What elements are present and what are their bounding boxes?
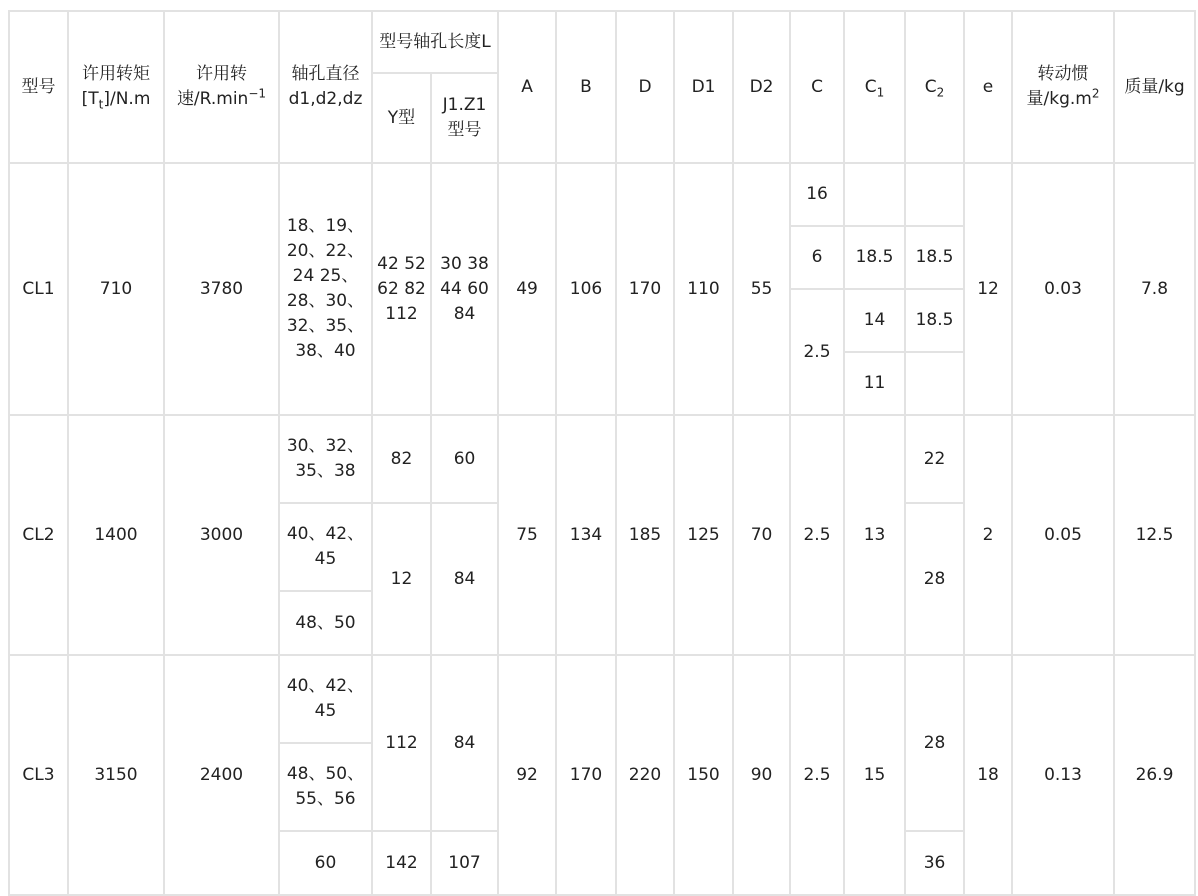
- cell-c2-empty: [905, 163, 964, 226]
- cell-c2: 36: [905, 831, 964, 895]
- cell-d2: 70: [733, 415, 790, 655]
- header-bore-length: 型号轴孔长度L: [372, 11, 498, 73]
- cell-bore: 40、42、45: [279, 503, 372, 591]
- cell-bore: 18、19、 20、22、 24 25、 28、30、 32、35、 38、40: [279, 163, 372, 415]
- cell-y-length: 112: [372, 655, 431, 831]
- cell-bore: 48、50: [279, 591, 372, 655]
- cell-d2: 90: [733, 655, 790, 895]
- cell-c2: 28: [905, 503, 964, 655]
- cell-a: 92: [498, 655, 556, 895]
- cell-torque: 1400: [68, 415, 164, 655]
- header-bore-diameter: 轴孔直径 d1,d2,dz: [279, 11, 372, 163]
- cell-d2: 55: [733, 163, 790, 415]
- cell-j1-length: 60: [431, 415, 498, 503]
- cell-model: CL2: [9, 415, 68, 655]
- cell-d1: 110: [674, 163, 733, 415]
- header-row: [9, 11, 1195, 73]
- header-c: C: [790, 11, 844, 163]
- cell-d1: 150: [674, 655, 733, 895]
- header-speed: 许用转 速$/R.\min^{-1}$: [164, 11, 279, 163]
- cell-inertia: 0.13: [1012, 655, 1114, 895]
- cell-j1-length: 84: [431, 655, 498, 831]
- cell-y-length: 142: [372, 831, 431, 895]
- table-row: [9, 655, 1195, 743]
- cell-e: 12: [964, 163, 1012, 415]
- cell-c: 6: [790, 226, 844, 289]
- header-d1: D1: [674, 11, 733, 163]
- cell-c: 2.5: [790, 655, 844, 895]
- cell-c: 2.5: [790, 289, 844, 415]
- cell-torque: 3150: [68, 655, 164, 895]
- cell-c1-empty: [844, 163, 905, 226]
- header-mass: 质量/kg: [1114, 11, 1195, 163]
- cell-c: 2.5: [790, 415, 844, 655]
- cell-speed: 2400: [164, 655, 279, 895]
- cell-mass: 12.5: [1114, 415, 1195, 655]
- cell-c2: 18.5: [905, 226, 964, 289]
- table-row: [9, 163, 1195, 226]
- cell-mass: 26.9: [1114, 655, 1195, 895]
- header-b: B: [556, 11, 616, 163]
- cell-e: 18: [964, 655, 1012, 895]
- header-d: D: [616, 11, 674, 163]
- cell-bore: 30、32、35、38: [279, 415, 372, 503]
- cell-bore: 60: [279, 831, 372, 895]
- cell-c1: 13: [844, 415, 905, 655]
- table-row: [9, 415, 1195, 503]
- cell-b: 170: [556, 655, 616, 895]
- header-c1: $C_1$: [844, 11, 905, 163]
- cell-c2: 22: [905, 415, 964, 503]
- header-inertia: 转动惯 量$/kg.m^2$: [1012, 11, 1114, 163]
- cell-bore: 48、50、55、56: [279, 743, 372, 831]
- header-e: e: [964, 11, 1012, 163]
- cell-bore: 40、42、45: [279, 655, 372, 743]
- cell-c2-empty: [905, 352, 964, 415]
- cell-c: 16: [790, 163, 844, 226]
- cell-model: CL3: [9, 655, 68, 895]
- cell-d: 220: [616, 655, 674, 895]
- cell-a: 75: [498, 415, 556, 655]
- cell-c1: 14: [844, 289, 905, 352]
- cell-j1-length: 30 38 44 60 84: [431, 163, 498, 415]
- coupling-spec-table: [8, 10, 1196, 896]
- cell-a: 49: [498, 163, 556, 415]
- cell-b: 106: [556, 163, 616, 415]
- cell-y-length: 42 52 62 82 112: [372, 163, 431, 415]
- header-d2: D2: [733, 11, 790, 163]
- cell-d: 170: [616, 163, 674, 415]
- cell-j1-length: 107: [431, 831, 498, 895]
- cell-inertia: 0.03: [1012, 163, 1114, 415]
- cell-c1: 11: [844, 352, 905, 415]
- cell-speed: 3780: [164, 163, 279, 415]
- cell-c1: 15: [844, 655, 905, 895]
- cell-c2: 28: [905, 655, 964, 831]
- cell-inertia: 0.05: [1012, 415, 1114, 655]
- header-model: 型号: [9, 11, 68, 163]
- header-a: A: [498, 11, 556, 163]
- cell-model: CL1: [9, 163, 68, 415]
- cell-j1-length: 84: [431, 503, 498, 655]
- header-j1-type: J1.Z1型号: [431, 73, 498, 163]
- cell-b: 134: [556, 415, 616, 655]
- header-c2: $C_2$: [905, 11, 964, 163]
- header-torque: 许用转矩 $[T_t]/N.m$: [68, 11, 164, 163]
- cell-mass: 7.8: [1114, 163, 1195, 415]
- cell-torque: 710: [68, 163, 164, 415]
- cell-d: 185: [616, 415, 674, 655]
- cell-c1: 18.5: [844, 226, 905, 289]
- cell-speed: 3000: [164, 415, 279, 655]
- cell-d1: 125: [674, 415, 733, 655]
- cell-y-length: 12: [372, 503, 431, 655]
- cell-e: 2: [964, 415, 1012, 655]
- header-y-type: Y型: [372, 73, 431, 163]
- cell-c2: 18.5: [905, 289, 964, 352]
- cell-y-length: 82: [372, 415, 431, 503]
